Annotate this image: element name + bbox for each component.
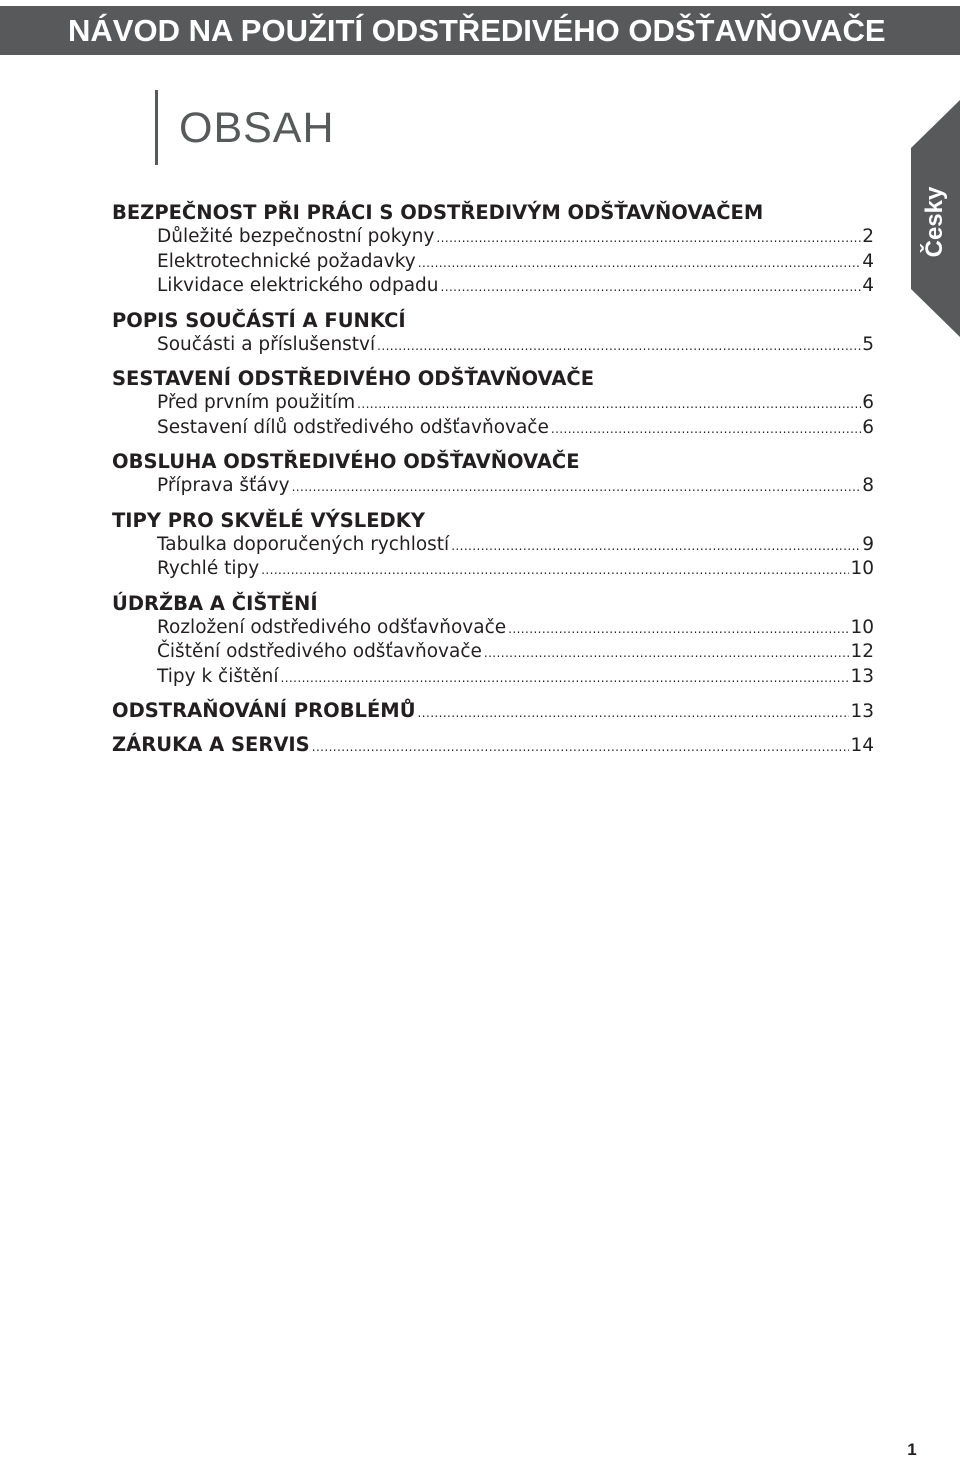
toc-section-heading[interactable] (112, 200, 874, 225)
toc-dot-leader (261, 557, 849, 583)
toc-entry-page: 9 (862, 533, 874, 555)
toc-section-parts (112, 308, 874, 358)
toc-section-heading[interactable] (112, 366, 874, 391)
toc-section-warranty[interactable] (112, 732, 874, 757)
toc-dot-leader (508, 616, 849, 642)
toc-entry[interactable] (112, 250, 874, 275)
toc-entry-page: 5 (862, 333, 874, 355)
toc-entry[interactable] (112, 416, 874, 441)
toc-dot-leader (312, 732, 850, 760)
toc-entry-page: 13 (850, 701, 874, 722)
toc-section-care (112, 591, 874, 690)
toc-dot-leader (451, 533, 861, 559)
toc-entry-label: Důležité bezpečnostní pokyny (157, 226, 435, 247)
toc-dot-leader (281, 665, 850, 691)
toc-section-safety (112, 200, 874, 299)
toc-entry-page: 10 (850, 558, 874, 579)
toc-dot-leader (292, 474, 862, 500)
toc-entry-label: Před prvním použitím (157, 392, 356, 413)
toc-section-title: SESTAVENÍ ODSTŘEDIVÉHO ODŠŤAVŇOVAČE (112, 367, 595, 390)
toc-section-title: BEZPEČNOST PŘI PRÁCI S ODSTŘEDIVÝM ODŠŤAVŇOVAČEM (112, 201, 764, 224)
toc-section-heading[interactable] (112, 308, 874, 333)
contents-title: OBSAH (179, 104, 335, 152)
toc-section-title: POPIS SOUČÁSTÍ A FUNKCÍ (112, 308, 406, 332)
toc-dot-leader (436, 225, 861, 251)
toc-entry-label: Likvidace elektrického odpadu (157, 275, 439, 296)
header-bar (0, 6, 960, 55)
toc-section-title: ÚDRŽBA A ČIŠTĚNÍ (112, 591, 318, 615)
toc-entry-label: Čištění odstředivého odšťavňovače (157, 641, 482, 662)
toc-entry-label: Součásti a příslušenství (157, 333, 376, 355)
toc-section-title: OBSLUHA ODSTŘEDIVÉHO ODŠŤAVŇOVAČE (112, 450, 580, 473)
toc-entry-page: 14 (850, 735, 874, 756)
toc-entry[interactable] (112, 640, 874, 665)
toc-dot-leader (418, 250, 861, 276)
toc-section-tips (112, 508, 874, 582)
toc-entry-label: Tabulka doporučených rychlostí (157, 533, 450, 555)
toc-entry-page: 10 (850, 616, 874, 638)
toc-entry-page: 8 (862, 475, 874, 496)
toc-dot-leader (551, 416, 861, 442)
toc-entry[interactable] (112, 225, 874, 250)
table-of-contents (112, 200, 874, 757)
toc-entry-label: Sestavení dílů odstředivého odšťavňovače (157, 416, 549, 438)
toc-entry-label: Rychlé tipy (157, 558, 260, 579)
toc-entry-label: Elektrotechnické požadavky (157, 250, 416, 272)
toc-section-title: ODSTRAŇOVÁNÍ PROBLÉMŮ (112, 699, 416, 722)
toc-entry-page: 13 (850, 665, 874, 687)
toc-section-heading[interactable] (112, 508, 874, 533)
page-number: 1 (907, 1440, 917, 1459)
toc-section-assembly (112, 366, 874, 440)
toc-dot-leader (357, 391, 861, 417)
toc-section-title: TIPY PRO SKVĚLÉ VÝSLEDKY (112, 508, 425, 532)
toc-entry[interactable] (112, 391, 874, 416)
toc-entry[interactable] (112, 616, 874, 641)
toc-entry-label: Rozložení odstředivého odšťavňovače (157, 616, 507, 638)
language-tab-label: Česky (921, 186, 948, 258)
toc-dot-leader (418, 698, 850, 726)
toc-entry[interactable] (112, 665, 874, 690)
toc-section-troubleshooting[interactable] (112, 698, 874, 723)
toc-entry[interactable] (112, 274, 874, 299)
toc-entry-page: 12 (850, 641, 874, 662)
toc-entry-page: 4 (862, 275, 874, 296)
toc-entry[interactable] (112, 533, 874, 558)
toc-entry-page: 4 (862, 250, 874, 272)
toc-dot-leader (441, 274, 862, 300)
toc-dot-leader (377, 333, 861, 359)
toc-dot-leader (484, 640, 850, 666)
document-title: NÁVOD NA POUŽITÍ ODSTŘEDIVÉHO ODŠŤAVŇOVAČE (68, 13, 886, 48)
toc-section-heading[interactable] (112, 591, 874, 616)
toc-section-heading[interactable] (112, 449, 874, 474)
toc-section-title: ZÁRUKA A SERVIS (112, 733, 310, 756)
toc-entry[interactable] (112, 474, 874, 499)
toc-section-operation (112, 449, 874, 499)
toc-entry-page: 6 (862, 416, 874, 438)
toc-entry-label: Tipy k čištění (157, 665, 279, 687)
toc-entry-page: 6 (862, 392, 874, 413)
toc-entry[interactable] (112, 333, 874, 358)
contents-title-rule (155, 90, 158, 165)
toc-entry-page: 2 (862, 226, 874, 247)
toc-entry-label: Příprava šťávy (157, 475, 290, 496)
toc-entry[interactable] (112, 557, 874, 582)
